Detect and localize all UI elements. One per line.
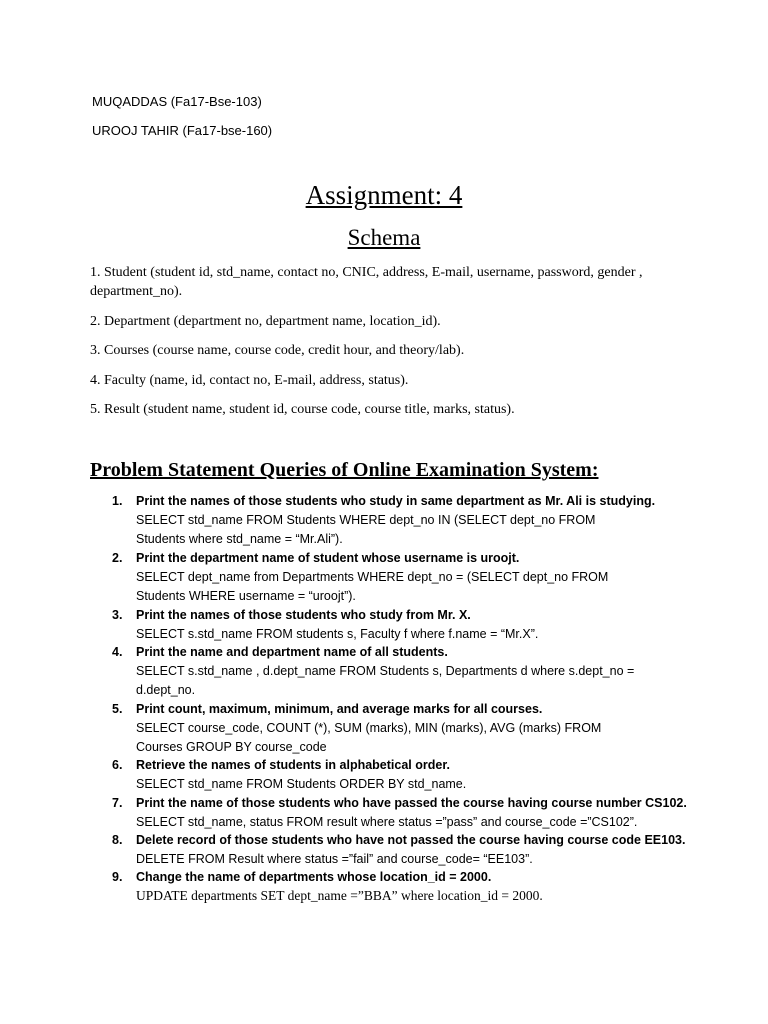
query-number: 2.	[112, 551, 123, 565]
query-number: 1.	[112, 494, 123, 508]
query-question: Print the names of those students who study from Mr. X.	[136, 608, 471, 622]
query-question: Retrieve the names of students in alphabetical order.	[136, 758, 450, 772]
query-question: Print count, maximum, minimum, and average marks for all courses.	[136, 702, 543, 716]
query-answer: SELECT std_name FROM Students WHERE dept_no IN (SELECT dept_no FROM Students where std_name = “Mr.Ali”).	[136, 513, 596, 546]
query-question: Print the name and department name of all students.	[136, 645, 448, 659]
section-heading: Problem Statement Queries of Online Examination System:	[90, 459, 599, 481]
query-answer: SELECT course_code, COUNT (*), SUM (marks), MIN (marks), AVG (marks) FROM Courses GROUP BY course_code	[136, 721, 602, 754]
schema-item: 1. Student (student id, std_name, contact no, CNIC, address, E-mail, username, password, gender , department_no).	[90, 265, 643, 299]
page-subtitle: Schema	[347, 225, 421, 250]
page-title: Assignment: 4	[305, 180, 463, 210]
schema-item: 4. Faculty (name, id, contact no, E-mail, address, status).	[90, 373, 409, 388]
author-line: MUQADDAS (Fa17-Bse-103)	[92, 94, 262, 109]
query-number: 5.	[112, 702, 123, 716]
query-number: 6.	[112, 758, 123, 772]
author-line: UROOJ TAHIR (Fa17-bse-160)	[92, 123, 273, 138]
query-question: Change the name of departments whose location_id = 2000.	[136, 870, 492, 884]
query-question: Delete record of those students who have not passed the course having course code EE103.	[136, 833, 686, 847]
query-answer: SELECT s.std_name , d.dept_name FROM Students s, Departments d where s.dept_no = d.dept_no.	[136, 664, 635, 697]
query-number: 3.	[112, 608, 123, 622]
query-number: 9.	[112, 870, 123, 884]
query-answer: SELECT s.std_name FROM students s, Faculty f where f.name = “Mr.X”.	[136, 627, 539, 641]
query-answer: DELETE FROM Result where status =”fail” and course_code= “EE103”.	[136, 852, 533, 866]
query-number: 7.	[112, 796, 123, 810]
query-question: Print the names of those students who study in same department as Mr. Ali is studying.	[136, 494, 656, 508]
schema-item: 5. Result (student name, student id, course code, course title, marks, status).	[90, 402, 515, 417]
query-question: Print the department name of student whose username is uroojt.	[136, 551, 520, 565]
schema-item: 3. Courses (course name, course code, credit hour, and theory/lab).	[90, 343, 465, 358]
query-answer: SELECT std_name, status FROM result where status =”pass” and course_code =”CS102”.	[136, 815, 638, 829]
query-number: 8.	[112, 833, 123, 847]
query-answer: UPDATE departments SET dept_name =”BBA” where location_id = 2000.	[136, 888, 543, 903]
schema-item: 2. Department (department no, department name, location_id).	[90, 314, 441, 329]
query-answer: SELECT dept_name from Departments WHERE dept_no = (SELECT dept_no FROM Students WHERE username = “uroojt”).	[136, 570, 609, 603]
query-number: 4.	[112, 645, 123, 659]
query-answer: SELECT std_name FROM Students ORDER BY std_name.	[136, 777, 467, 791]
query-question: Print the name of those students who have passed the course having course number CS102.	[136, 796, 687, 810]
